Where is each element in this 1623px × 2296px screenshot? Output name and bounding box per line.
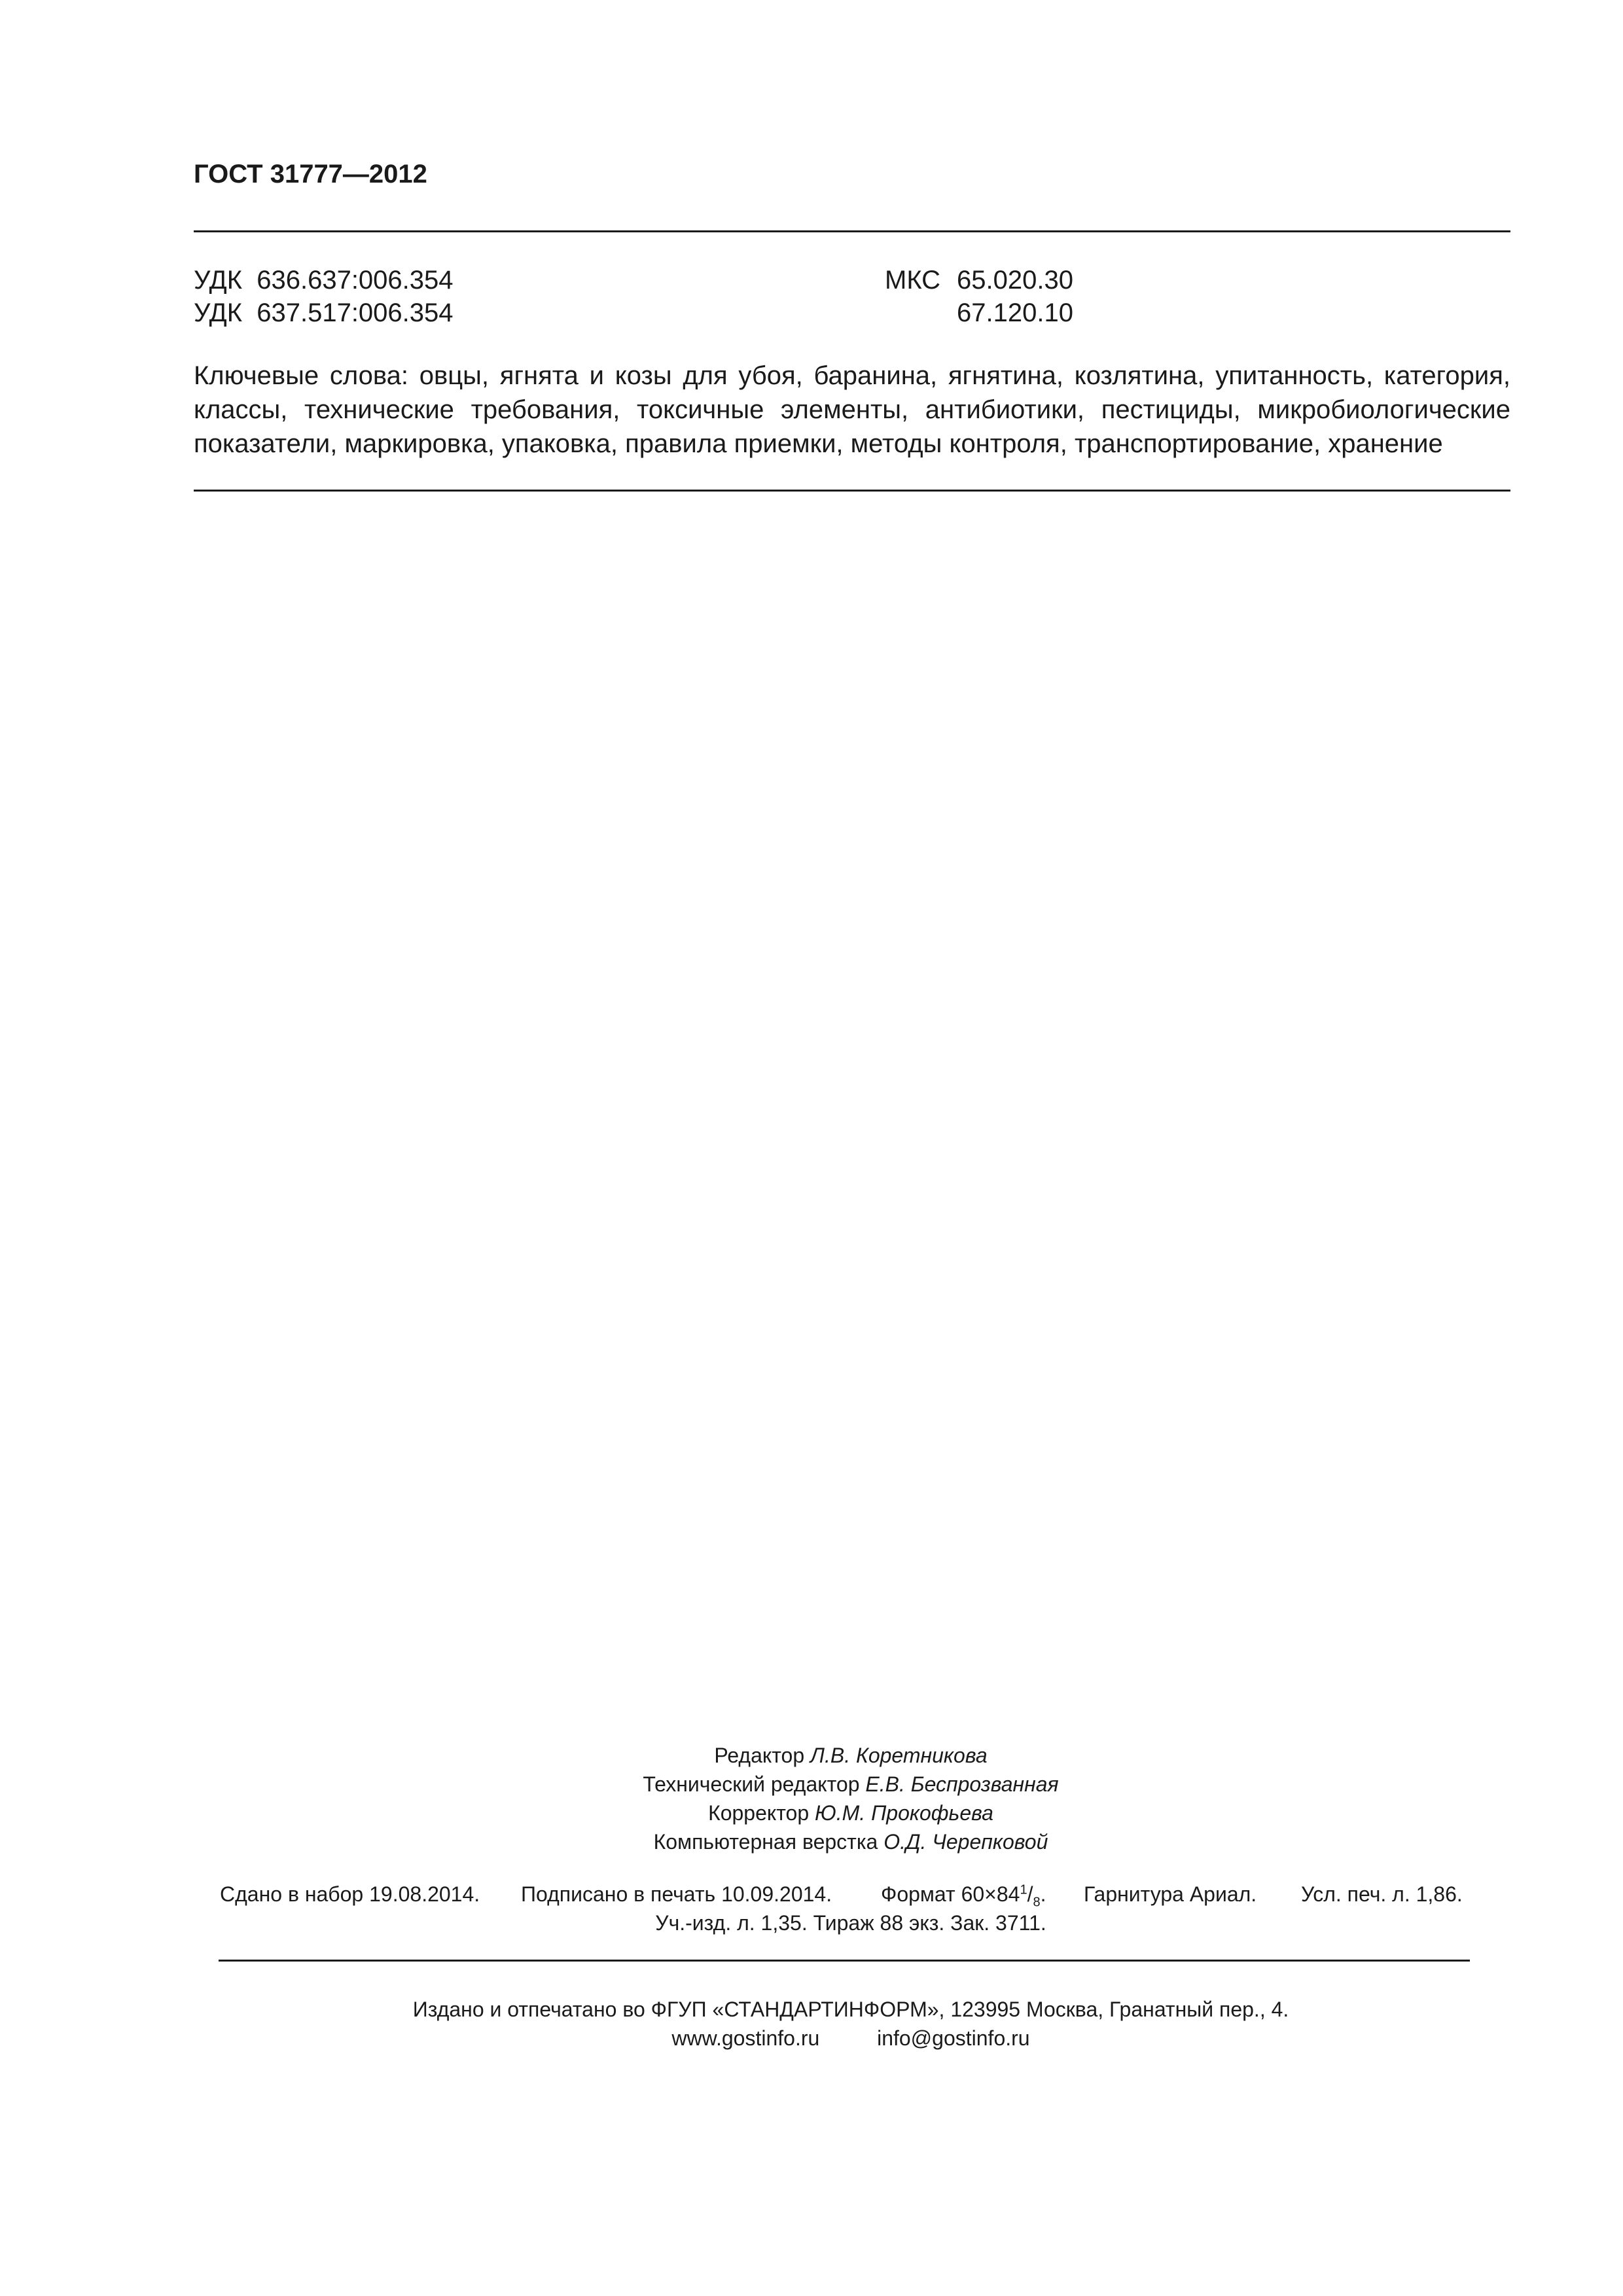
credit-name: О.Д. Черепковой <box>883 1830 1048 1854</box>
credit-name: Ю.М. Прокофьева <box>815 1801 993 1825</box>
credit-proofreader <box>0 1801 1623 1825</box>
print-divider <box>219 1960 1470 1962</box>
print-details: Уч.-изд. л. 1,35. Тираж 88 экз. Зак. 3711. <box>655 1911 1046 1935</box>
format-fraction-denominator: 8 <box>1033 1895 1041 1910</box>
mks-label: МКС <box>885 266 941 295</box>
print-submitted: Сдано в набор 19.08.2014. <box>220 1882 480 1906</box>
credit-editor <box>0 1744 1623 1768</box>
credit-role: Редактор <box>714 1744 805 1767</box>
header-divider <box>194 230 1510 232</box>
publisher-email[interactable]: info@gostinfo.ru <box>877 2026 1030 2050</box>
print-signed: Подписано в печать 10.09.2014. <box>521 1882 832 1906</box>
credit-role: Технический редактор <box>643 1772 860 1796</box>
publisher-line: Издано и отпечатано во ФГУП «СТАНДАРТИНФОРМ», 123995 Москва, Гранатный пер., 4. <box>412 1998 1289 2021</box>
credit-role: Корректор <box>708 1801 810 1825</box>
keywords-divider <box>194 490 1510 492</box>
print-sheets: Усл. печ. л. 1,86. <box>1301 1882 1463 1906</box>
mks-code: 67.120.10 <box>957 298 1073 327</box>
udk-code: УДК 637.517:006.354 <box>194 298 454 327</box>
format-fraction-numerator: 1 <box>1020 1882 1027 1897</box>
credit-technical-editor <box>0 1772 1623 1797</box>
publisher-contacts <box>0 2026 1623 2051</box>
credit-layout <box>0 1830 1623 1854</box>
mks-code: 65.020.30 <box>957 266 1073 295</box>
print-format: Формат $60\times 84^1/_8$. <box>881 1882 1046 1910</box>
format-prefix: Формат 60×84 <box>881 1882 1020 1906</box>
print-typeface: Гарнитура Ариал. <box>1084 1882 1257 1906</box>
keywords-paragraph: Ключевые слова: овцы, ягнята и козы для убоя, баранина, ягнятина, козлятина, упитанность, категория, классы, технические требования, токсичные элементы, антибиотики, пестициды, микробиологические показатели, маркировка, упаковка, правила приемки, методы контроля, транспортирование, хранение <box>194 361 1510 458</box>
credit-role: Компьютерная верстка <box>653 1830 878 1854</box>
credit-name: Е.В. Беспрозванная <box>865 1772 1059 1796</box>
udk-code: УДК 636.637:006.354 <box>194 266 454 295</box>
publisher-website[interactable]: www.gostinfo.ru <box>671 2026 820 2050</box>
standard-number: ГОСТ 31777—2012 <box>194 160 427 188</box>
format-suffix: . <box>1040 1882 1046 1906</box>
credit-name: Л.В. Коретникова <box>810 1744 988 1767</box>
